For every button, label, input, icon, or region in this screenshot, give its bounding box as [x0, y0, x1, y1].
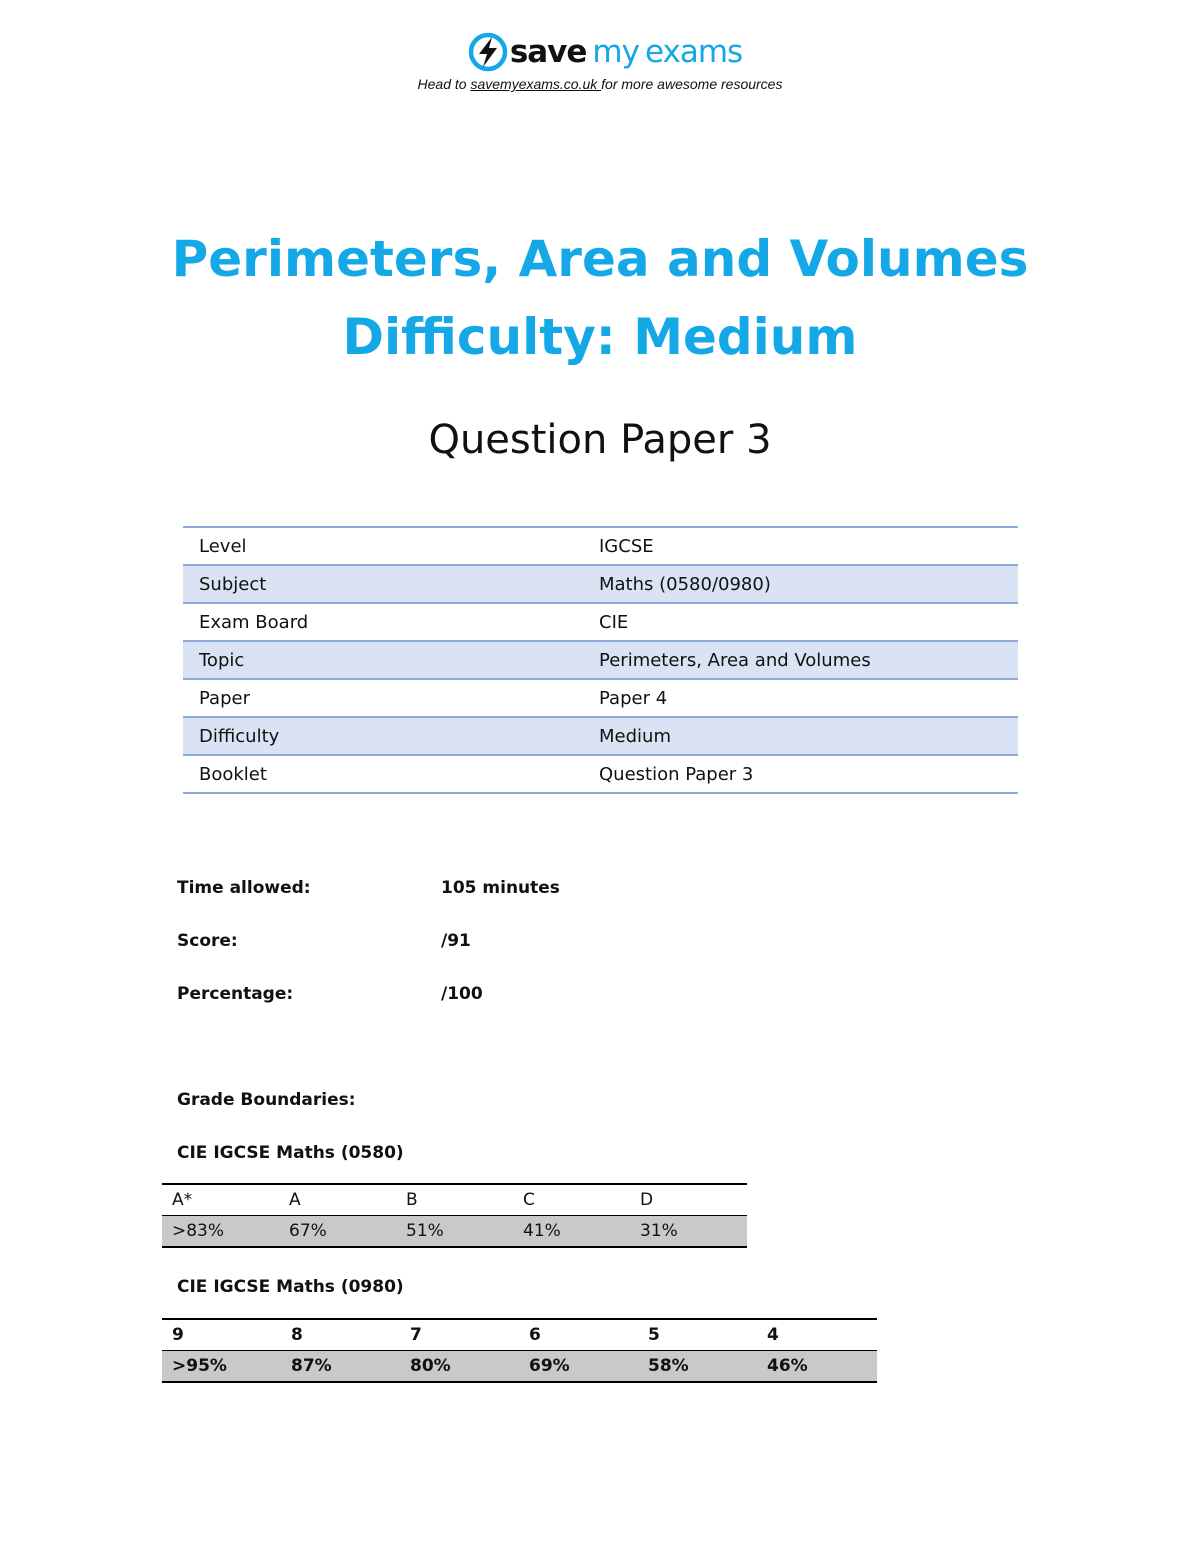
info-label: Booklet — [199, 763, 267, 785]
time-allowed-label: Time allowed: — [177, 878, 311, 898]
info-row-exam-board — [183, 604, 1018, 642]
percent-cell: 80% — [410, 1356, 451, 1376]
grade-table-0980 — [162, 1318, 877, 1383]
info-value: Perimeters, Area and Volumes — [599, 649, 871, 671]
tagline-link[interactable]: savemyexams.co.uk — [470, 76, 602, 92]
grade-cell: A* — [172, 1190, 193, 1210]
grade-boundaries-heading: Grade Boundaries: — [177, 1090, 356, 1110]
logo-word-exams: exams — [644, 33, 743, 70]
percent-cell: 31% — [640, 1221, 678, 1241]
percent-cell: 87% — [291, 1356, 332, 1376]
percent-cell: 41% — [523, 1221, 561, 1241]
logo-word-my: my — [592, 33, 639, 70]
grade-table-0580-title: CIE IGCSE Maths (0580) — [177, 1143, 404, 1163]
grade-row — [162, 1183, 747, 1216]
info-table — [183, 526, 1018, 794]
grade-row — [162, 1318, 877, 1351]
score-value: /91 — [441, 931, 471, 951]
grade-cell: 8 — [291, 1325, 303, 1345]
info-value: Question Paper 3 — [599, 763, 754, 785]
grade-cell: 9 — [172, 1325, 184, 1345]
percent-row — [162, 1216, 747, 1248]
logo-wordmark — [509, 33, 743, 70]
grade-cell: D — [640, 1190, 654, 1210]
tagline — [0, 76, 1200, 92]
percent-cell: >83% — [172, 1221, 225, 1241]
info-label: Level — [199, 535, 247, 557]
score-label: Score: — [177, 931, 238, 951]
percent-cell: 69% — [529, 1356, 570, 1376]
info-row-booklet — [183, 756, 1018, 794]
logo-word-save: save — [509, 33, 587, 70]
grade-cell: 4 — [767, 1325, 779, 1345]
percent-cell: 67% — [289, 1221, 327, 1241]
info-value: Maths (0580/0980) — [599, 573, 771, 595]
tagline-prefix: Head to — [417, 76, 471, 92]
grade-table-0980-title: CIE IGCSE Maths (0980) — [177, 1277, 404, 1297]
percent-cell: 46% — [767, 1356, 808, 1376]
grade-cell: A — [289, 1190, 301, 1210]
info-label: Paper — [199, 687, 250, 709]
percent-cell: 58% — [648, 1356, 689, 1376]
percent-cell: 51% — [406, 1221, 444, 1241]
percentage-label: Percentage: — [177, 984, 294, 1004]
savemyexams-logo — [0, 30, 1200, 74]
percentage-value: /100 — [441, 984, 483, 1004]
grade-table-0580 — [162, 1183, 747, 1248]
info-row-topic — [183, 642, 1018, 680]
info-label: Difficulty — [199, 725, 280, 747]
info-value: Paper 4 — [599, 687, 668, 709]
info-label: Subject — [199, 573, 267, 595]
time-allowed-value: 105 minutes — [441, 878, 560, 898]
difficulty-title: Difficulty: Medium — [342, 308, 858, 366]
percent-row — [162, 1351, 877, 1383]
info-label: Topic — [199, 649, 245, 671]
lightning-bolt-icon — [468, 32, 508, 72]
info-row-difficulty — [183, 718, 1018, 756]
percent-cell: >95% — [172, 1356, 227, 1376]
tagline-suffix: for more awesome resources — [601, 76, 783, 92]
info-value: IGCSE — [599, 535, 654, 557]
info-label: Exam Board — [199, 611, 309, 633]
info-row-paper — [183, 680, 1018, 718]
grade-cell: 6 — [529, 1325, 541, 1345]
grade-cell: B — [406, 1190, 418, 1210]
grade-cell: 7 — [410, 1325, 422, 1345]
grade-cell: 5 — [648, 1325, 660, 1345]
document-title: Perimeters, Area and Volumes — [171, 230, 1029, 288]
info-value: CIE — [599, 611, 629, 633]
info-row-level — [183, 526, 1018, 566]
grade-cell: C — [523, 1190, 535, 1210]
info-value: Medium — [599, 725, 671, 747]
document-subtitle: Question Paper 3 — [428, 417, 772, 463]
info-row-subject — [183, 566, 1018, 604]
